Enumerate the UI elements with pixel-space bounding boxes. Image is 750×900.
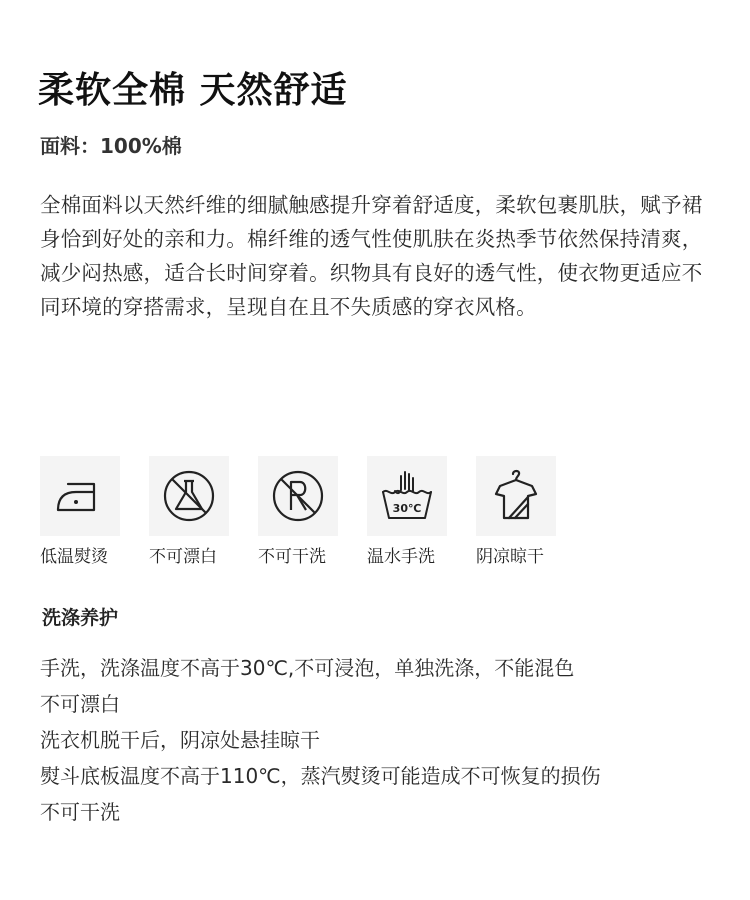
instruction-item: 熨斗底板温度不高于110℃，蒸汽熨烫可能造成不可恢复的损伤 — [40, 764, 601, 788]
care-item-dry-clean — [258, 456, 338, 567]
fabric-composition: 面料：100%棉 — [40, 134, 182, 158]
care-item-bleach — [149, 456, 229, 567]
hand-wash-30-icon — [367, 456, 447, 536]
low-temp-iron-icon — [40, 456, 120, 536]
instruction-item: 洗衣机脱干后，阴凉处悬挂晾干 — [40, 728, 320, 752]
instruction-item: 不可干洗 — [40, 800, 120, 824]
care-item-iron — [40, 456, 120, 567]
instruction-item: 不可漂白 — [40, 692, 120, 716]
hang-dry-shade-icon — [476, 456, 556, 536]
wash-temp-text: 30℃ — [392, 502, 422, 515]
care-icons-row — [40, 456, 556, 567]
no-bleach-icon — [149, 456, 229, 536]
care-section-heading: 洗涤养护 — [42, 607, 119, 629]
page-title: 柔软全棉 天然舒适 — [38, 70, 348, 111]
care-label: 温水手洗 — [367, 547, 435, 567]
care-label: 不可漂白 — [149, 547, 217, 567]
product-description: 全棉面料以天然纤维的细腻触感提升穿着舒适度，柔软包裹肌肤，赋予裙身恰到好处的亲和力。棉纤维的透气性使肌肤在炎热季节依然保持清爽，减少闷热感，适合长时间穿着。织物具有良好的透气性，使衣物更适应不同环境的穿搭需求，呈现自在且不失质感的穿衣风格。 — [40, 193, 703, 319]
care-item-hang-dry — [476, 456, 556, 567]
instruction-item: 手洗，洗涤温度不高于30℃,不可浸泡，单独洗涤，不能混色 — [40, 656, 575, 680]
care-instructions-list — [40, 650, 601, 830]
care-label: 不可干洗 — [258, 547, 326, 567]
care-label: 阴凉晾干 — [476, 547, 544, 567]
no-dry-clean-icon — [258, 456, 338, 536]
care-label: 低温熨烫 — [40, 547, 108, 567]
care-item-hand-wash — [367, 456, 447, 567]
